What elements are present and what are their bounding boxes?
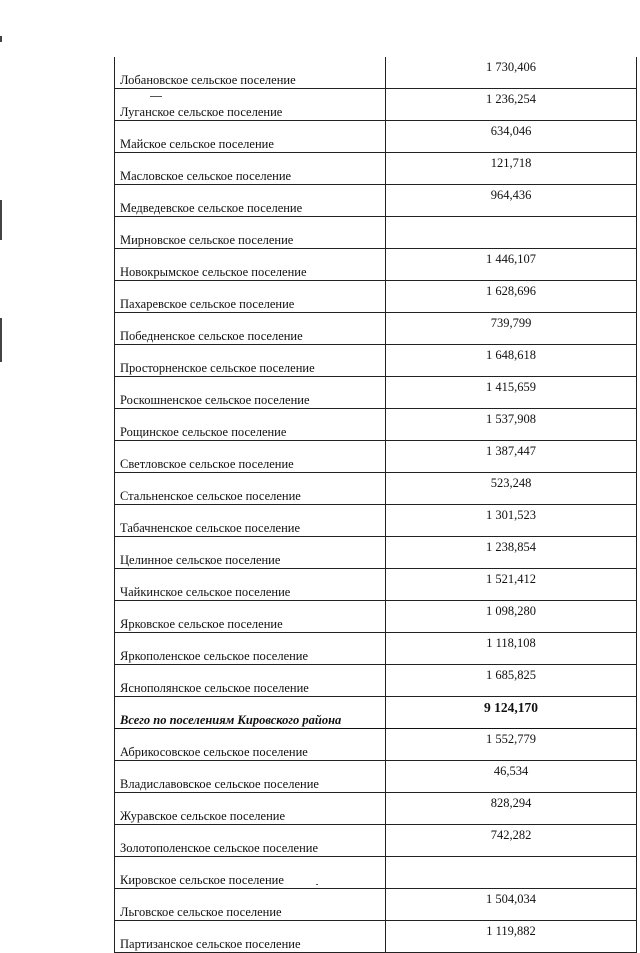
amount-cell: 1 537,908 xyxy=(386,409,637,441)
table-row xyxy=(115,601,637,633)
amount-cell: 121,718 xyxy=(386,153,637,185)
settlement-name-cell: Чайкинское сельское поселение xyxy=(115,569,386,601)
amount-cell: 739,799 xyxy=(386,313,637,345)
settlements-table-body xyxy=(115,57,637,953)
amount-cell: 1 685,825 xyxy=(386,665,637,697)
settlement-name-cell: Роскошненское сельское поселение xyxy=(115,377,386,409)
amount-cell: 1 118,108 xyxy=(386,633,637,665)
settlement-name-cell: Всего по поселениям Кировского района xyxy=(115,697,386,729)
settlement-name-cell: Партизанское сельское поселение xyxy=(115,921,386,953)
amount-cell: 1 628,696 xyxy=(386,281,637,313)
settlement-name-cell: Майское сельское поселение xyxy=(115,121,386,153)
table-row xyxy=(115,89,637,121)
table-row xyxy=(115,665,637,697)
settlement-name-cell: Луганское сельское поселение xyxy=(115,89,386,121)
table-row xyxy=(115,729,637,761)
settlement-name-cell: Лобановское сельское поселение xyxy=(115,57,386,89)
table-row xyxy=(115,537,637,569)
scan-margin-mark xyxy=(0,36,2,42)
table-row xyxy=(115,377,637,409)
table-row xyxy=(115,217,637,249)
table-row xyxy=(115,857,637,889)
amount-cell: 9 124,170 xyxy=(386,697,637,729)
amount-cell: 1 730,406 xyxy=(386,57,637,89)
table-row xyxy=(115,409,637,441)
amount-cell: 1 236,254 xyxy=(386,89,637,121)
amount-cell: 1 098,280 xyxy=(386,601,637,633)
amount-cell: 1 415,659 xyxy=(386,377,637,409)
table-row xyxy=(115,153,637,185)
settlement-name-cell: Победненское сельское поселение xyxy=(115,313,386,345)
amount-cell: 1 552,779 xyxy=(386,729,637,761)
amount-cell: 742,282 xyxy=(386,825,637,857)
settlement-name-cell: Рощинское сельское поселение xyxy=(115,409,386,441)
table-row xyxy=(115,57,637,89)
settlement-name-cell: Яркополенское сельское поселение xyxy=(115,633,386,665)
amount-cell xyxy=(386,857,637,889)
amount-cell: 1 238,854 xyxy=(386,537,637,569)
amount-cell: 1 301,523 xyxy=(386,505,637,537)
settlement-name-cell: Золотополенское сельское поселение xyxy=(115,825,386,857)
settlement-name-cell: Яснополянское сельское поселение xyxy=(115,665,386,697)
settlement-name-cell: Просторненское сельское поселение xyxy=(115,345,386,377)
table-row xyxy=(115,473,637,505)
table-row xyxy=(115,569,637,601)
table-row xyxy=(115,825,637,857)
settlement-name-cell: Светловское сельское поселение xyxy=(115,441,386,473)
amount-cell: 1 119,882 xyxy=(386,921,637,953)
settlement-name-cell: Мирновское сельское поселение xyxy=(115,217,386,249)
table-row xyxy=(115,505,637,537)
amount-cell: 634,046 xyxy=(386,121,637,153)
table-row xyxy=(115,345,637,377)
scan-margin-mark xyxy=(0,200,2,240)
amount-cell: 1 648,618 xyxy=(386,345,637,377)
settlement-name-cell: Масловское сельское поселение xyxy=(115,153,386,185)
table-row xyxy=(115,249,637,281)
settlement-name-cell: Абрикосовское сельское поселение xyxy=(115,729,386,761)
amount-cell: 1 446,107 xyxy=(386,249,637,281)
amount-cell xyxy=(386,217,637,249)
table-row xyxy=(115,185,637,217)
settlement-name-cell: Новокрымское сельское поселение xyxy=(115,249,386,281)
settlement-name-cell: Табачненское сельское поселение xyxy=(115,505,386,537)
table-row xyxy=(115,633,637,665)
amount-cell: 964,436 xyxy=(386,185,637,217)
amount-cell: 523,248 xyxy=(386,473,637,505)
table-row xyxy=(115,761,637,793)
settlement-name-cell: Владиславовское сельское поселение xyxy=(115,761,386,793)
table-row xyxy=(115,441,637,473)
total-row xyxy=(115,697,637,729)
table-row xyxy=(115,313,637,345)
amount-cell: 1 504,034 xyxy=(386,889,637,921)
table-row xyxy=(115,281,637,313)
table-row xyxy=(115,121,637,153)
settlement-name-cell: Пахаревское сельское поселение xyxy=(115,281,386,313)
settlement-name-cell: Льговское сельское поселение xyxy=(115,889,386,921)
amount-cell: 46,534 xyxy=(386,761,637,793)
settlements-table xyxy=(114,57,637,953)
amount-cell: 1 387,447 xyxy=(386,441,637,473)
settlement-name-cell: Кировское сельское поселение xyxy=(115,857,386,889)
scan-margin-mark xyxy=(0,318,2,362)
settlement-name-cell: Медведевское сельское поселение xyxy=(115,185,386,217)
settlement-name-cell: Журавское сельское поселение xyxy=(115,793,386,825)
table-row xyxy=(115,793,637,825)
amount-cell: 1 521,412 xyxy=(386,569,637,601)
table-row xyxy=(115,921,637,953)
amount-cell: 828,294 xyxy=(386,793,637,825)
settlement-name-cell: Ярковское сельское поселение xyxy=(115,601,386,633)
settlement-name-cell: Стальненское сельское поселение xyxy=(115,473,386,505)
settlement-name-cell: Целинное сельское поселение xyxy=(115,537,386,569)
